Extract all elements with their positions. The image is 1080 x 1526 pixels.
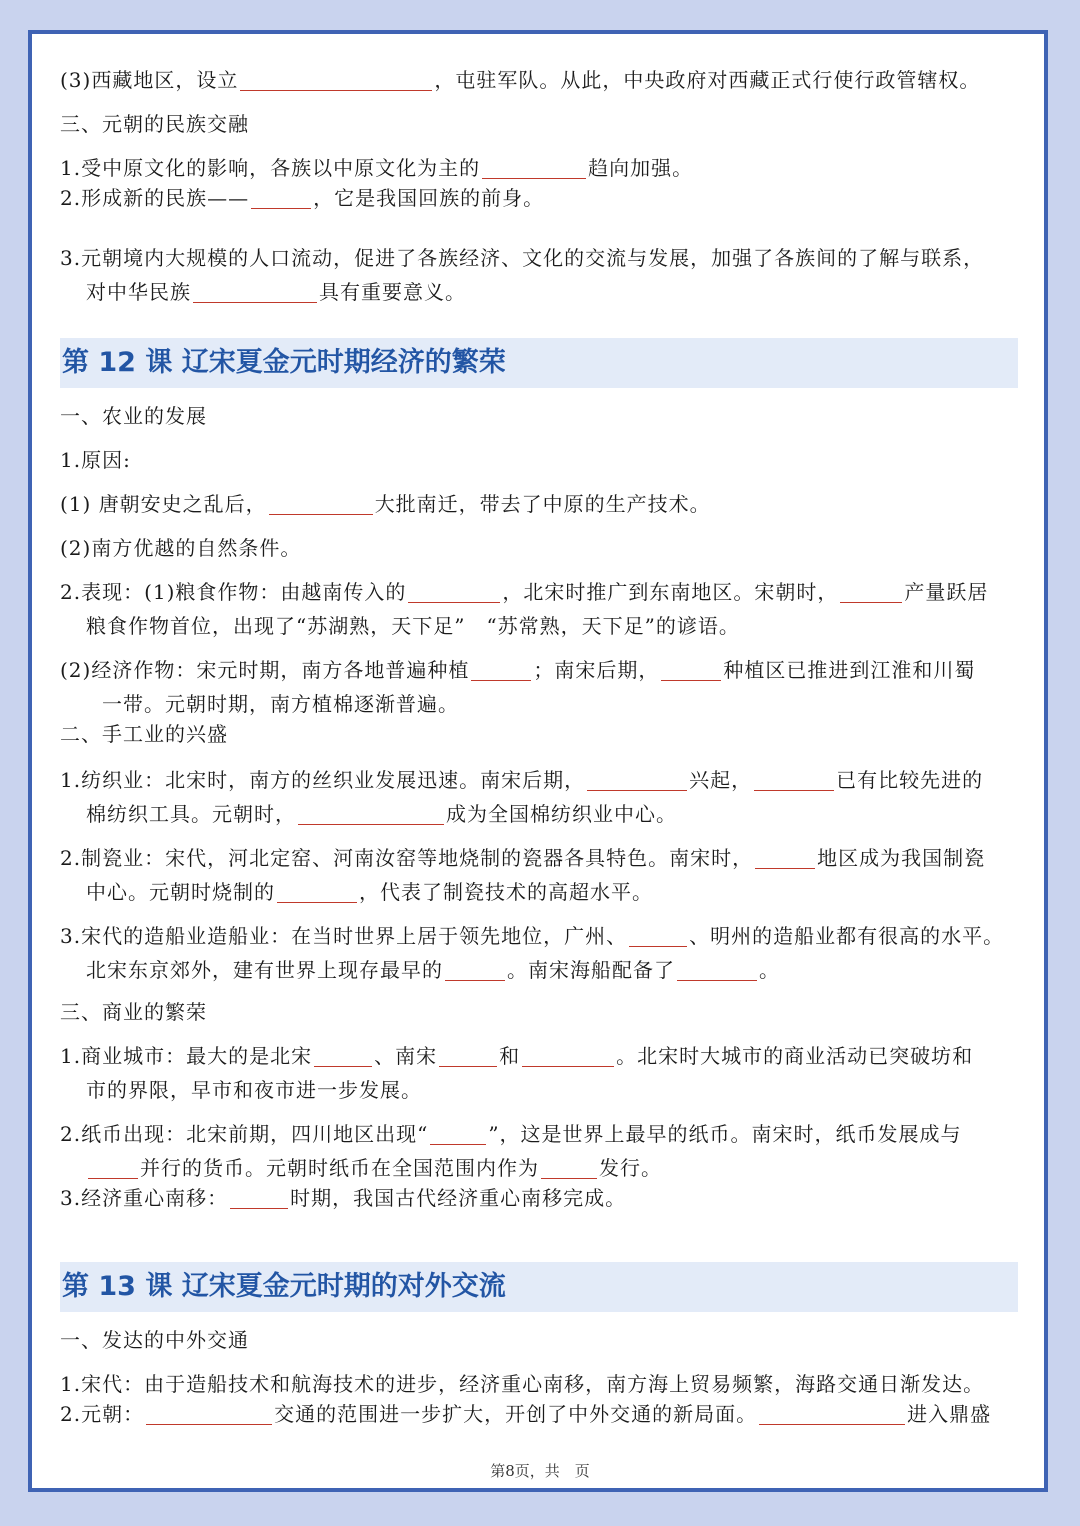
- text-line: 3.元朝境内大规模的人口流动，促进了各族经济、文化的交流与发展，加强了各族间的了解与联系，: [60, 246, 985, 270]
- text-line: 2.表现：(1)粮食作物：由越南传入的 ，北宋时推广到东南地区。宋朝时， 产量跃居: [60, 580, 989, 604]
- fill-blank[interactable]: [471, 660, 531, 681]
- fill-blank[interactable]: [408, 582, 500, 603]
- text-line: 2.纸币出现：北宋前期，四川地区出现“ ”，这是世界上最早的纸币。南宋时，纸币发展成与: [60, 1122, 962, 1146]
- text-line: 并行的货币。元朝时纸币在全国范围内作为 发行。: [60, 1152, 662, 1184]
- fill-blank[interactable]: [251, 188, 311, 209]
- fill-blank[interactable]: [314, 1046, 372, 1067]
- text-line: 1.宋代：由于造船技术和航海技术的进步，经济重心南移，南方海上贸易频繁，海路交通日渐发达。: [60, 1372, 985, 1396]
- fill-blank[interactable]: [587, 770, 687, 791]
- text-line: 1.纺织业：北宋时，南方的丝织业发展迅速。南宋后期， 兴起， 已有比较先进的: [60, 768, 984, 792]
- fill-blank[interactable]: [759, 1404, 905, 1425]
- fill-blank[interactable]: [430, 1124, 486, 1145]
- fill-blank[interactable]: [522, 1046, 614, 1067]
- fill-blank[interactable]: [755, 848, 815, 869]
- fill-blank[interactable]: [445, 960, 505, 981]
- fill-blank[interactable]: [661, 660, 721, 681]
- text-line: 2.形成新的民族—— ，它是我国回族的前身。: [60, 186, 545, 210]
- text-line: (2)经济作物：宋元时期，南方各地普遍种植 ；南宋后期， 种植区已推进到江淮和川蜀: [60, 658, 976, 682]
- text-line: 2.制瓷业：宋代，河北定窑、河南汝窑等地烧制的瓷器各具特色。南宋时， 地区成为我国制瓷: [60, 846, 986, 870]
- fill-blank[interactable]: [677, 960, 757, 981]
- text-line: (3)西藏地区，设立 ，屯驻军队。从此，中央政府对西藏正式行使行政管辖权。: [60, 68, 981, 92]
- section-heading: 三、元朝的民族交融: [60, 112, 249, 136]
- section-heading: 一、农业的发展: [60, 404, 207, 428]
- fill-blank[interactable]: [240, 70, 432, 91]
- fill-blank[interactable]: [193, 282, 317, 303]
- text-line: 2.元朝： 交通的范围进一步扩大，开创了中外交通的新局面。 进入鼎盛: [60, 1402, 992, 1426]
- fill-blank[interactable]: [541, 1158, 597, 1179]
- text-line: 3.经济重心南移： 时期，我国古代经济重心南移完成。: [60, 1186, 627, 1210]
- fill-blank[interactable]: [482, 158, 586, 179]
- text-line: 1.受中原文化的影响，各族以中原文化为主的 趋向加强。: [60, 156, 694, 180]
- page-footer: 第8页，共 页: [490, 1462, 590, 1480]
- fill-blank[interactable]: [629, 926, 687, 947]
- lesson-12-title: 第 12 课 辽宋夏金元时期经济的繁荣: [60, 338, 1018, 388]
- section-heading: 二、手工业的兴盛: [60, 722, 228, 746]
- fill-blank[interactable]: [88, 1158, 138, 1179]
- text-line: 棉纺织工具。元朝时， 成为全国棉纺织业中心。: [86, 802, 677, 826]
- fill-blank[interactable]: [439, 1046, 497, 1067]
- section-heading: 一、发达的中外交通: [60, 1328, 249, 1352]
- text-line: 1.商业城市：最大的是北宋 、南宋 和 。北宋时大城市的商业活动已突破坊和: [60, 1044, 974, 1068]
- fill-blank[interactable]: [298, 804, 444, 825]
- fill-blank[interactable]: [277, 882, 357, 903]
- fill-blank[interactable]: [230, 1188, 288, 1209]
- text-line: 粮食作物首位，出现了“苏湖熟，天下足” “苏常熟，天下足”的谚语。: [86, 614, 740, 638]
- text-line: 1.原因:: [60, 448, 131, 472]
- lesson-13-title: 第 13 课 辽宋夏金元时期的对外交流: [60, 1262, 1018, 1312]
- fill-blank[interactable]: [754, 770, 834, 791]
- fill-blank[interactable]: [146, 1404, 272, 1425]
- text-line: (2)南方优越的自然条件。: [60, 536, 302, 560]
- text-line: 市的界限，早市和夜市进一步发展。: [86, 1078, 422, 1102]
- text-line: 对中华民族 具有重要意义。: [86, 280, 466, 304]
- fill-blank[interactable]: [840, 582, 902, 603]
- text-line: 一带。元朝时期，南方植棉逐渐普遍。: [102, 692, 459, 716]
- section-heading: 三、商业的繁荣: [60, 1000, 207, 1024]
- fill-blank[interactable]: [269, 494, 373, 515]
- text-line: 中心。元朝时烧制的 ，代表了制瓷技术的高超水平。: [86, 880, 653, 904]
- text-line: 3.宋代的造船业造船业：在当时世界上居于领先地位，广州、 、明州的造船业都有很高的水平。: [60, 924, 1005, 948]
- text-line: 北宋东京郊外，建有世界上现存最早的 。南宋海船配备了 。: [86, 958, 780, 982]
- text-line: (1) 唐朝安史之乱后， 大批南迁，带去了中原的生产技术。: [60, 492, 711, 516]
